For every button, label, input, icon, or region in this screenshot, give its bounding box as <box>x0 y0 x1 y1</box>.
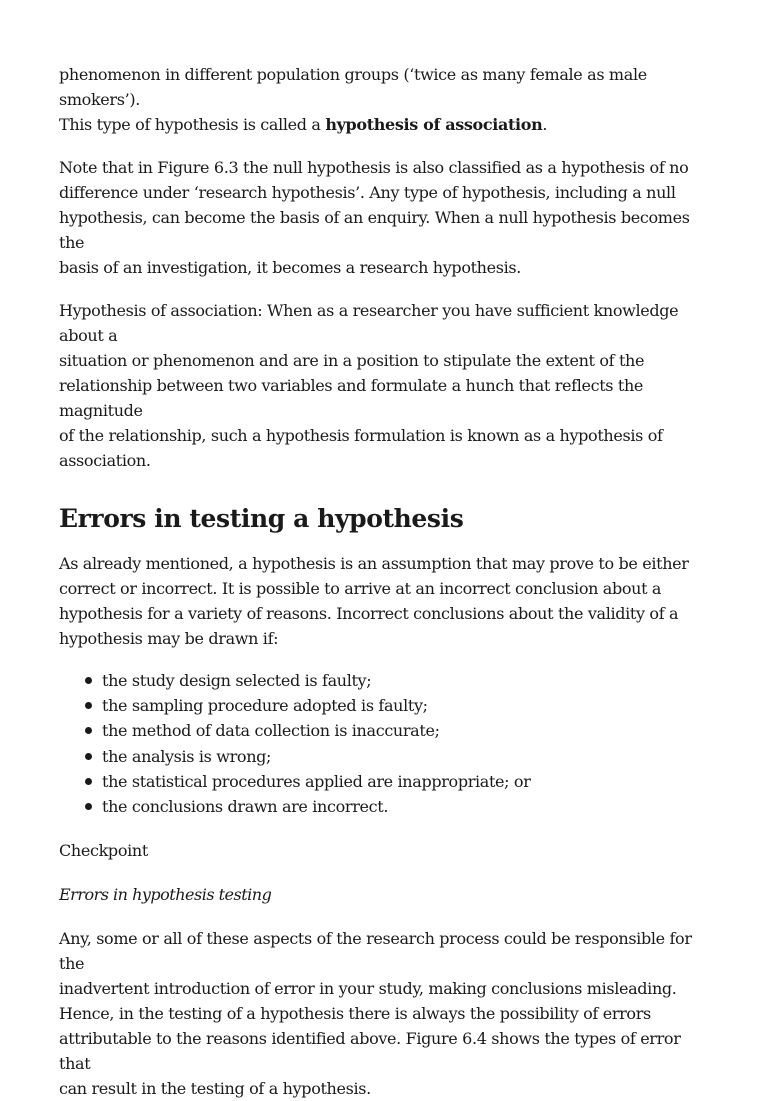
paragraph-association-intro <box>59 62 710 137</box>
text-line: difference under ‘research hypothesis’. Any type of hypothesis, including a null <box>59 183 676 202</box>
text-line: Any, some or all of these aspects of the research process could be responsible for the <box>59 929 692 974</box>
text-line: correct or incorrect. It is possible to arrive at an incorrect conclusion about a <box>59 579 662 598</box>
paragraph-hypothesis-of-association <box>59 298 710 473</box>
error-causes-list <box>59 668 710 819</box>
list-item-text: the sampling procedure adopted is faulty; <box>102 696 428 716</box>
list-item <box>59 693 710 718</box>
paragraph-errors-summary <box>59 926 710 1101</box>
text-line: Hence, in the testing of a hypothesis there is always the possibility of errors <box>59 1004 651 1024</box>
list-item <box>59 668 710 693</box>
bullet-icon <box>85 803 92 810</box>
text-line: Note that in Figure 6.3 the null hypothesis is also classified as a hypothesis of no <box>59 158 689 177</box>
text-line: . <box>542 115 548 134</box>
bullet-icon <box>85 778 92 785</box>
text-line: hypothesis for a variety of reasons. Incorrect conclusions about the validity of a <box>59 604 679 623</box>
list-item <box>59 794 710 819</box>
text-line: This type of hypothesis is called a <box>59 115 326 134</box>
text-line: As already mentioned, a hypothesis is an assumption that may prove to be either <box>59 554 689 573</box>
list-item <box>59 769 710 794</box>
text-line: hypothesis, can become the basis of an enquiry. When a null hypothesis becomes the <box>59 208 690 252</box>
list-item-text: the method of data collection is inaccurate; <box>102 721 440 741</box>
text-line: relationship between two variables and formulate a hunch that reflects the magnitude <box>59 376 644 420</box>
text-line: attributable to the reasons identified above. Figure 6.4 shows the types of error that <box>59 1029 681 1074</box>
list-item-text: the analysis is wrong; <box>102 746 272 766</box>
list-item <box>59 718 710 743</box>
bullet-icon <box>85 753 92 760</box>
bold-term: hypothesis of association <box>325 115 543 134</box>
list-item <box>59 744 710 769</box>
text-line: inadvertent introduction of error in your study, making conclusions misleading. <box>59 979 677 999</box>
text-line: situation or phenomenon and are in a position to stipulate the extent of the <box>59 351 645 370</box>
checkpoint-title: Errors in hypothesis testing <box>59 885 272 905</box>
text-line: phenomenon in different population groups (‘twice as many female as male smokers’). <box>59 65 647 109</box>
text-line: of the relationship, such a hypothesis formulation is known as a hypothesis of <box>59 426 663 445</box>
bullet-icon <box>85 727 92 734</box>
section-heading: Errors in testing a hypothesis <box>59 504 464 533</box>
text-line: Hypothesis of association: When as a researcher you have sufficient knowledge about a <box>59 301 679 345</box>
list-item-text: the statistical procedures applied are inappropriate; or <box>102 771 531 791</box>
text-line: association. <box>59 451 151 470</box>
list-item-text: the study design selected is faulty; <box>102 671 372 690</box>
list-item-text: the conclusions drawn are incorrect. <box>102 797 389 817</box>
text-line: hypothesis may be drawn if: <box>59 629 279 648</box>
paragraph-errors-intro <box>59 551 710 651</box>
text-line: can result in the testing of a hypothesis. <box>59 1079 371 1099</box>
paragraph-null-hypothesis-note <box>59 155 710 280</box>
bullet-icon <box>85 702 92 709</box>
checkpoint-label: Checkpoint <box>59 841 148 861</box>
bullet-icon <box>85 677 92 684</box>
text-line: basis of an investigation, it becomes a research hypothesis. <box>59 258 521 277</box>
